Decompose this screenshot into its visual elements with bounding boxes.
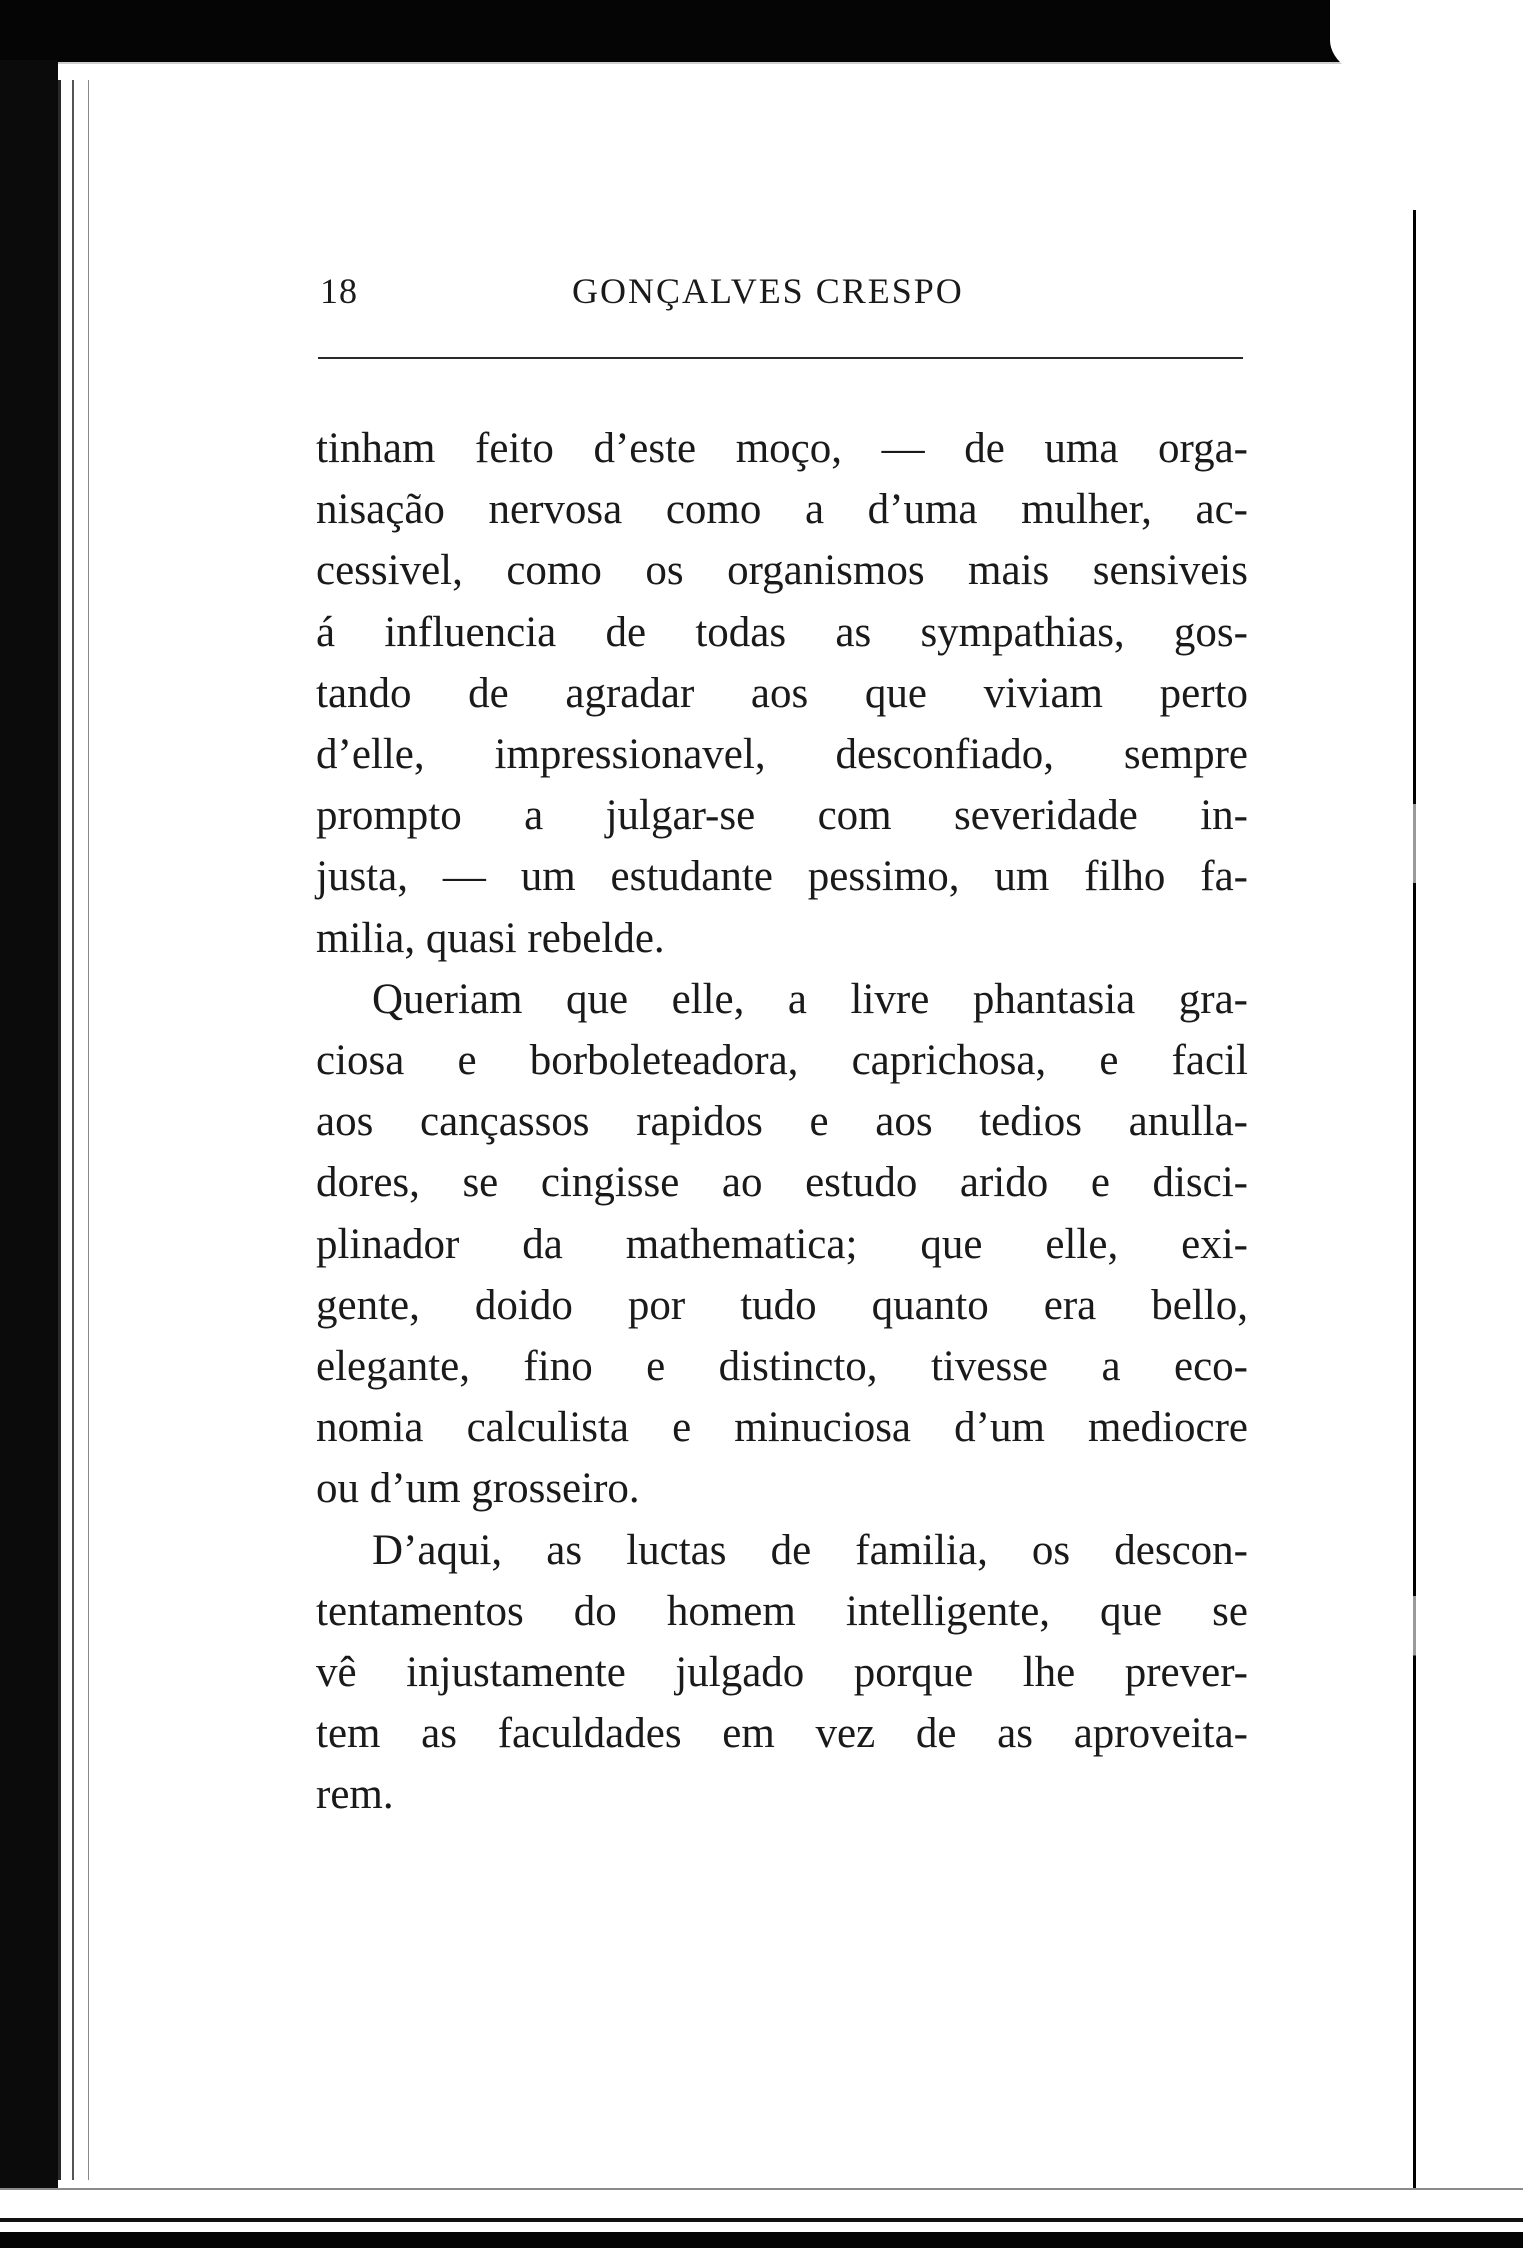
text-line: dores, se cingisse ao estudo arido e disci-	[316, 1159, 1248, 1207]
text-line: cessivel, como os organismos mais sensiveis	[316, 547, 1248, 595]
text-line: ciosa e borboleteadora, caprichosa, e facil	[316, 1037, 1248, 1085]
text-line: plinador da mathematica; que elle, exi-	[316, 1220, 1248, 1268]
paragraph-1	[316, 418, 1248, 969]
scan-top-edge	[0, 0, 1523, 80]
text-line: ou d’um grosseiro.	[316, 1465, 640, 1513]
text-line: tando de agradar aos que viviam perto	[316, 669, 1248, 717]
page-number: 18	[320, 271, 358, 311]
text-line: nisação nervosa como a d’uma mulher, ac-	[316, 486, 1248, 534]
scan-bottom-edge	[0, 2188, 1523, 2248]
scan-right-edge	[1413, 210, 1416, 2190]
text-line: d’elle, impressionavel, desconfiado, sempre	[316, 731, 1248, 779]
text-line: tentamentos do homem intelligente, que se	[316, 1587, 1248, 1635]
text-line: nomia calculista e minuciosa d’um mediocre	[316, 1404, 1248, 1452]
text-line: á influencia de todas as sympathias, gos-	[316, 608, 1248, 656]
text-line: prompto a julgar-se com severidade in-	[316, 792, 1248, 840]
paragraph-2	[316, 969, 1248, 1520]
text-line: milia, quasi rebelde.	[316, 914, 665, 962]
text-line: rem.	[316, 1771, 394, 1819]
text-line: D’aqui, as luctas de familia, os descon-	[372, 1526, 1248, 1574]
running-head	[318, 268, 1248, 314]
text-line: tinham feito d’este moço, — de uma orga-	[316, 425, 1248, 472]
text-line: aos cançassos rapidos e aos tedios anulla-	[316, 1098, 1248, 1146]
text-line: elegante, fino e distincto, tivesse a eco-	[316, 1343, 1248, 1391]
text-line: tem as faculdades em vez de as aproveita-	[316, 1710, 1248, 1758]
book-spine-fold	[58, 80, 108, 2180]
text-line: justa, — um estudante pessimo, um filho fa-	[316, 853, 1248, 901]
scan-left-edge	[0, 60, 58, 2248]
text-line: Queriam que elle, a livre phantasia gra-	[372, 975, 1248, 1023]
header-rule	[318, 357, 1243, 359]
paragraph-3	[316, 1520, 1248, 1826]
text-line: gente, doido por tudo quanto era bello,	[316, 1281, 1248, 1329]
running-title: GONÇALVES CRESPO	[572, 271, 964, 311]
body-text	[316, 418, 1248, 1826]
text-line: vê injustamente julgado porque lhe prever-	[316, 1649, 1248, 1697]
scan-top-corner	[1330, 0, 1523, 80]
